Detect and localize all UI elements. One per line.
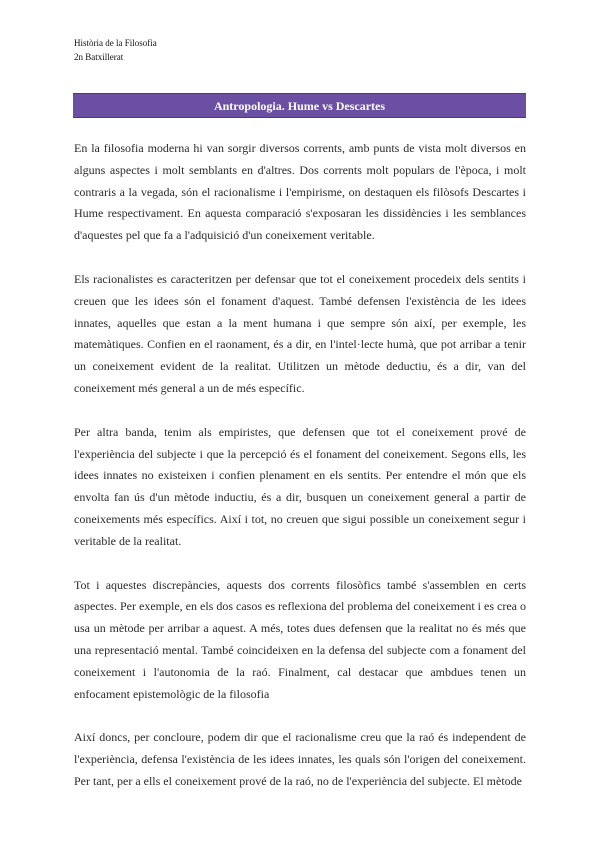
header-subject: Història de la Filosofia xyxy=(74,38,157,48)
paragraph-racionalistes: Els racionalistes es caracteritzen per defensar que tot el coneixement procedeix dels sentits i creuen que les idees són el fonament d'aquest. També defensen l'existència de les idees innates, aquelles que estan a la ment humana i que sempre són així, per exemple, les matemàtiques. Confien en el raonament, és a dir, en l'intel·lecte humà, que pot arribar a tenir un coneixement evident de la realitat. Utilitzen un mètode deductiu, és a dir, van del coneixement més general a un de més específic. xyxy=(74,271,526,395)
paragraph-intro: En la filosofia moderna hi van sorgir diversos corrents, amb punts de vista molt diversos en alguns aspectes i molt semblants en d'altres. Dos corrents molt populars de l'època, i molt contraris a la vegada, són el racionalisme i l'empirisme, on destaquen els filòsofs Descartes i Hume respectivament. En aquesta comparació s'exposaran les dissidències i les semblances d'aquestes pel que fa a l'adquisició d'un coneixement veritable. xyxy=(74,141,526,243)
paragraph-empiristes: Per altra banda, tenim als empiristes, que defensen que tot el coneixement prové de l'experiència del subjecte i que la percepció és el fonament del coneixement. Segons ells, les idees innates no existeixen i confien plenament en els sentits. Per entendre el món que els envolta fan ús d'un mètode inductiu, és a dir, busquen un coneixement general a partir de coneixements més específics. Així i tot, no creuen que sigui possible un coneixement segur i veritable de la realitat. xyxy=(74,424,526,548)
paragraph-conclusio: Així doncs, per concloure, podem dir que el racionalisme creu que la raó és independent de l'experiència, defensa l'existència de les idees innates, les quals són l'origen del coneixement. Per tant, per a ells el coneixement prové de la raó, no de l'experiència del subjecte. El mètode xyxy=(74,730,526,788)
header-course: 2n Batxillerat xyxy=(74,52,124,62)
document-body xyxy=(74,138,526,815)
paragraph-semblances: Tot i aquestes discrepàncies, aquests dos corrents filosòfics també s'assemblen en certs aspectes. Per exemple, en els dos casos es reflexiona del problema del coneixement i es crea o usa un mètode per arribar a aquest. A més, totes dues defensen que la realitat no és més que una representació mental. També coincideixen en la defensa del subjecte com a fonament del coneixement i l'autonomia de la raó. Finalment, cal destacar que ambdues tenen un enfocament epistemològic de la filosofia xyxy=(74,577,526,701)
title-banner xyxy=(73,93,526,118)
document-title: Antropologia. Hume vs Descartes xyxy=(213,99,386,113)
page-header xyxy=(74,36,157,64)
